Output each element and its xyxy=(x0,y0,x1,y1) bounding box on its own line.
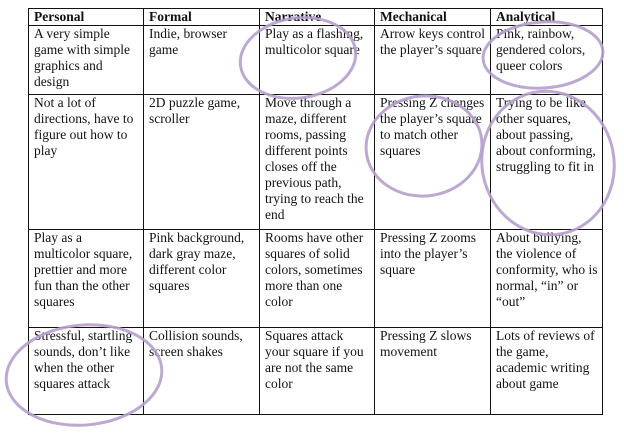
header-analytical: Analytical xyxy=(491,9,603,26)
cell-narrative xyxy=(260,26,375,95)
cell-narrative xyxy=(260,95,375,230)
cell-text: 2D puzzle game, scroller xyxy=(149,95,241,126)
analysis-table-container xyxy=(28,8,602,422)
cell-formal xyxy=(144,328,260,415)
cell-mechanical xyxy=(375,26,491,95)
cell-formal xyxy=(144,26,260,95)
cell-text: Pressing Z slows movement xyxy=(380,328,472,359)
analysis-table xyxy=(28,8,603,415)
cell-text: Pink background, dark gray maze, different color squares xyxy=(149,230,245,293)
cell-personal xyxy=(29,95,144,230)
cell-text: Not a lot of directions, have to figure out how to play xyxy=(34,95,134,158)
table-row xyxy=(29,95,603,230)
cell-text: Stressful, startling sounds, don’t like when the other squares attack xyxy=(34,328,133,391)
cell-analytical xyxy=(491,95,603,230)
cell-mechanical xyxy=(375,230,491,328)
cell-narrative xyxy=(260,328,375,415)
header-narrative: Narrative xyxy=(260,9,375,26)
cell-text: About bullying, the violence of conformity, who is normal, “in” or “out” xyxy=(496,230,598,309)
cell-text: Lots of reviews of the game, academic writing about game xyxy=(496,328,595,391)
cell-analytical xyxy=(491,328,603,415)
header-mechanical: Mechanical xyxy=(375,9,491,26)
cell-text: Collision sounds, screen shakes xyxy=(149,328,243,359)
cell-mechanical xyxy=(375,328,491,415)
cell-narrative xyxy=(260,230,375,328)
cell-text: Squares attack your square if you are not the same color xyxy=(265,328,364,391)
cell-text: Arrow keys control the player’s square xyxy=(380,26,485,57)
table-row xyxy=(29,230,603,328)
cell-text: Pressing Z zooms into the player’s square xyxy=(380,230,476,277)
cell-formal xyxy=(144,230,260,328)
cell-text: Play as a multicolor square, prettier and more fun than the other squares xyxy=(34,230,133,309)
cell-text: A very simple game with simple graphics and design xyxy=(34,26,130,89)
cell-text: Rooms have other squares of solid colors, sometimes more than one color xyxy=(265,230,364,309)
cell-text: Indie, browser game xyxy=(149,26,227,57)
cell-text: Trying to be like other squares, about passing, about conforming, struggling to fit in xyxy=(496,95,596,174)
cell-text: Play as a flashing, multicolor square xyxy=(265,26,364,57)
cell-text: Pink, rainbow, gendered colors, queer colors xyxy=(496,26,586,73)
cell-personal xyxy=(29,328,144,415)
table-row xyxy=(29,26,603,95)
cell-personal xyxy=(29,230,144,328)
cell-text: Move through a maze, different rooms, passing different points closes off the previous path, trying to reach the end xyxy=(265,95,364,222)
cell-formal xyxy=(144,95,260,230)
header-row xyxy=(29,9,603,26)
cell-personal xyxy=(29,26,144,95)
cell-text: Pressing Z changes the player’s square to match other squares xyxy=(380,95,485,158)
cell-analytical xyxy=(491,26,603,95)
cell-mechanical xyxy=(375,95,491,230)
header-formal: Formal xyxy=(144,9,260,26)
cell-analytical xyxy=(491,230,603,328)
table-row xyxy=(29,328,603,415)
header-personal: Personal xyxy=(29,9,144,26)
